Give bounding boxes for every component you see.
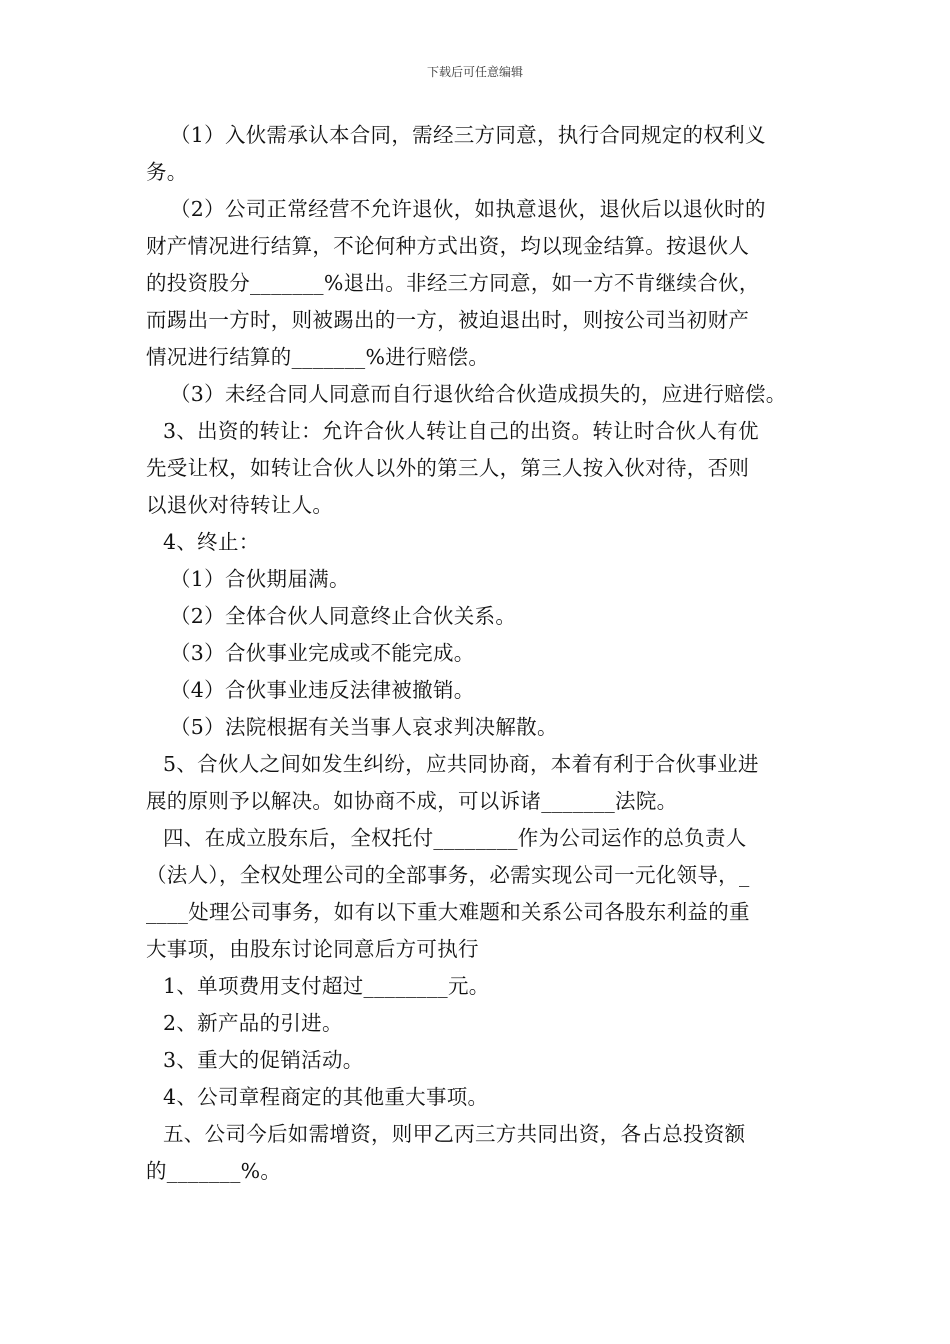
- document-line: 5、合伙人之间如发生纠纷，应共同协商，本着有利于合伙事业进: [163, 752, 759, 776]
- document-line: 财产情况进行结算，不论何种方式出资，均以现金结算。按退伙人: [146, 234, 750, 258]
- document-line: 4、终止：: [163, 530, 260, 554]
- document-line: 而踢出一方时，则被踢出的一方，被迫退出时，则按公司当初财产: [146, 308, 750, 332]
- document-line: （5）法院根据有关当事人哀求判决解散。: [170, 715, 558, 739]
- document-line: 3、重大的促销活动。: [163, 1048, 364, 1072]
- document-line: 以退伙对待转让人。: [146, 493, 334, 517]
- document-line: （2）全体合伙人同意终止合伙关系。: [170, 604, 517, 628]
- document-line: （3）未经合同人同意而自行退伙给合伙造成损失的，应进行赔偿。: [170, 382, 787, 406]
- document-line: ____处理公司事务，如有以下重大难题和关系公司各股东利益的重: [146, 900, 750, 924]
- document-line: （4）合伙事业违反法律被撤销。: [170, 678, 475, 702]
- document-line: 1、单项费用支付超过________元。: [163, 974, 490, 998]
- document-line: （法人），全权处理公司的全部事务，必需实现公司一元化领导，_: [146, 863, 750, 887]
- document-line: 的投资股分_______%退出。非经三方同意，如一方不肯继续合伙，: [146, 271, 760, 295]
- document-line: 四、在成立股东后，全权托付________作为公司运作的总负责人: [163, 826, 747, 850]
- document-line: （1）入伙需承认本合同，需经三方同意，执行合同规定的权利义: [170, 123, 766, 147]
- document-body: [146, 117, 822, 1190]
- document-line: 3、出资的转让：允许合伙人转让自己的出资。转让时合伙人有优: [163, 419, 759, 443]
- document-line: 展的原则予以解决。如协商不成，可以诉诸_______法院。: [146, 789, 678, 813]
- document-line: 的_______%。: [146, 1159, 282, 1183]
- document-line: 先受让权，如转让合伙人以外的第三人，第三人按入伙对待，否则: [146, 456, 750, 480]
- document-line: 五、公司今后如需增资，则甲乙丙三方共同出资，各占总投资额: [163, 1122, 746, 1146]
- document-line: （3）合伙事业完成或不能完成。: [170, 641, 475, 665]
- page-header: 下载后可任意编辑: [426, 65, 523, 79]
- document-line: 大事项，由股东讨论同意后方可执行: [146, 937, 479, 961]
- document-line: 情况进行结算的_______%进行赔偿。: [146, 345, 490, 369]
- document-line: 2、新产品的引进。: [163, 1011, 343, 1035]
- document-line: （1）合伙期届满。: [170, 567, 350, 591]
- document-line: 4、公司章程商定的其他重大事项。: [163, 1085, 489, 1109]
- document-line: 务。: [146, 160, 188, 184]
- document-line: （2）公司正常经营不允许退伙，如执意退伙，退伙后以退伙时的: [170, 197, 766, 221]
